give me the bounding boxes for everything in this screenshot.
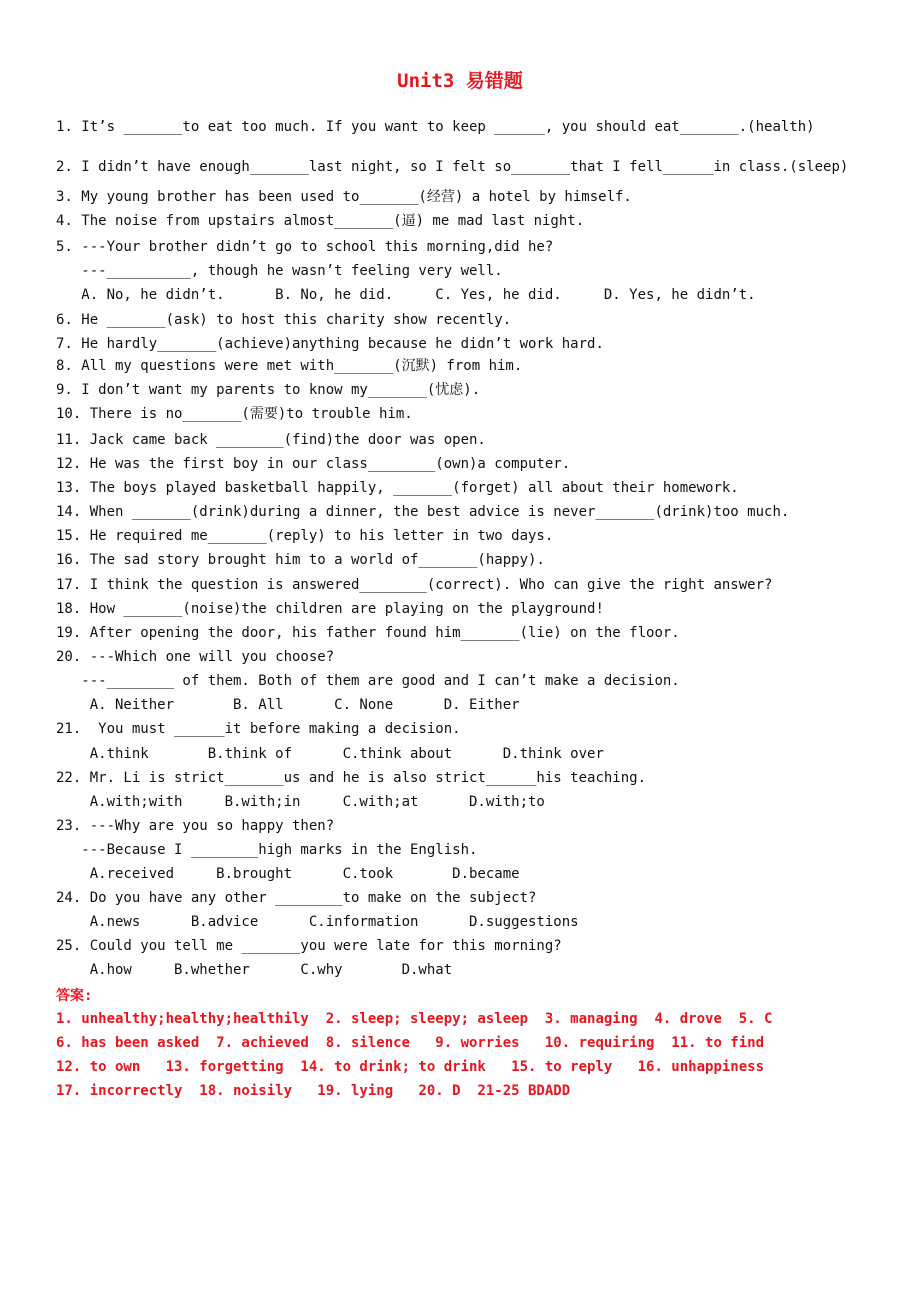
question-line: 23. ---Why are you so happy then? (56, 818, 335, 834)
page-title: Unit3 易错题 (397, 70, 523, 92)
question-line: 18. How _______(noise)the children are playing on the playground! (56, 601, 604, 617)
question-line: 3. My young brother has been used to_______(经营) a hotel by himself. (56, 189, 632, 205)
question-line: 8. All my questions were met with_______(沉默) from him. (56, 358, 523, 374)
answer-line: 1. unhealthy;healthy;healthily 2. sleep; sleepy; asleep 3. managing 4. drove 5. C (56, 1011, 773, 1027)
question-options: A. No, he didn’t. B. No, he did. C. Yes, he did. D. Yes, he didn’t. (56, 287, 756, 303)
question-line: 2. I didn’t have enough_______last night, so I felt so_______that I fell______in class.(sleep) (56, 159, 849, 175)
question-options: A.how B.whether C.why D.what (56, 962, 453, 978)
question-line: ---________ of them. Both of them are good and I can’t make a decision. (56, 673, 680, 689)
question-line: 19. After opening the door, his father found him_______(lie) on the floor. (56, 625, 680, 641)
question-line: 16. The sad story brought him to a world of_______(happy). (56, 552, 545, 568)
question-options: A.news B.advice C.information D.suggestions (56, 914, 579, 930)
question-line: 7. He hardly_______(achieve)anything because he didn’t work hard. (56, 336, 604, 352)
question-line: 9. I don’t want my parents to know my_______(忧虑). (56, 382, 481, 398)
question-options: A.think B.think of C.think about D.think over (56, 746, 604, 762)
question-line: 13. The boys played basketball happily, _______(forget) all about their homework. (56, 480, 739, 496)
question-line: 24. Do you have any other ________to make on the subject? (56, 890, 537, 906)
question-line: 21. You must ______it before making a decision. (56, 721, 461, 737)
answer-line: 12. to own 13. forgetting 14. to drink; to drink 15. to reply 16. unhappiness (56, 1059, 765, 1075)
question-line: ---__________, though he wasn’t feeling very well. (56, 263, 503, 279)
question-line: 12. He was the first boy in our class________(own)a computer. (56, 456, 571, 472)
question-line: 25. Could you tell me _______you were late for this morning? (56, 938, 562, 954)
question-line: 1. It’s _______to eat too much. If you want to keep ______, you should eat_______.(health) (56, 119, 815, 135)
question-line: 14. When _______(drink)during a dinner, the best advice is never_______(drink)too much. (56, 504, 790, 520)
answers-heading: 答案: (56, 988, 93, 1004)
question-options: A.received B.brought C.took D.became (56, 866, 520, 882)
question-options: A.with;with B.with;in C.with;at D.with;to (56, 794, 545, 810)
question-line: ---Because I ________high marks in the English. (56, 842, 478, 858)
question-line: 6. He _______(ask) to host this charity show recently. (56, 312, 512, 328)
question-line: 22. Mr. Li is strict_______us and he is also strict______his teaching. (56, 770, 647, 786)
question-line: 5. ---Your brother didn’t go to school this morning,did he? (56, 239, 554, 255)
question-line: 10. There is no_______(需要)to trouble him. (56, 406, 413, 422)
answer-line: 6. has been asked 7. achieved 8. silence 9. worries 10. requiring 11. to find (56, 1035, 765, 1051)
question-line: 11. Jack came back ________(find)the door was open. (56, 432, 486, 448)
question-line: 4. The noise from upstairs almost_______(逼) me mad last night. (56, 213, 585, 229)
answer-line: 17. incorrectly 18. noisily 19. lying 20. D 21-25 BDADD (56, 1083, 571, 1099)
question-options: A. Neither B. All C. None D. Either (56, 697, 520, 713)
question-line: 15. He required me_______(reply) to his letter in two days. (56, 528, 554, 544)
question-line: 20. ---Which one will you choose? (56, 649, 335, 665)
question-line: 17. I think the question is answered________(correct). Who can give the right answer? (56, 577, 773, 593)
